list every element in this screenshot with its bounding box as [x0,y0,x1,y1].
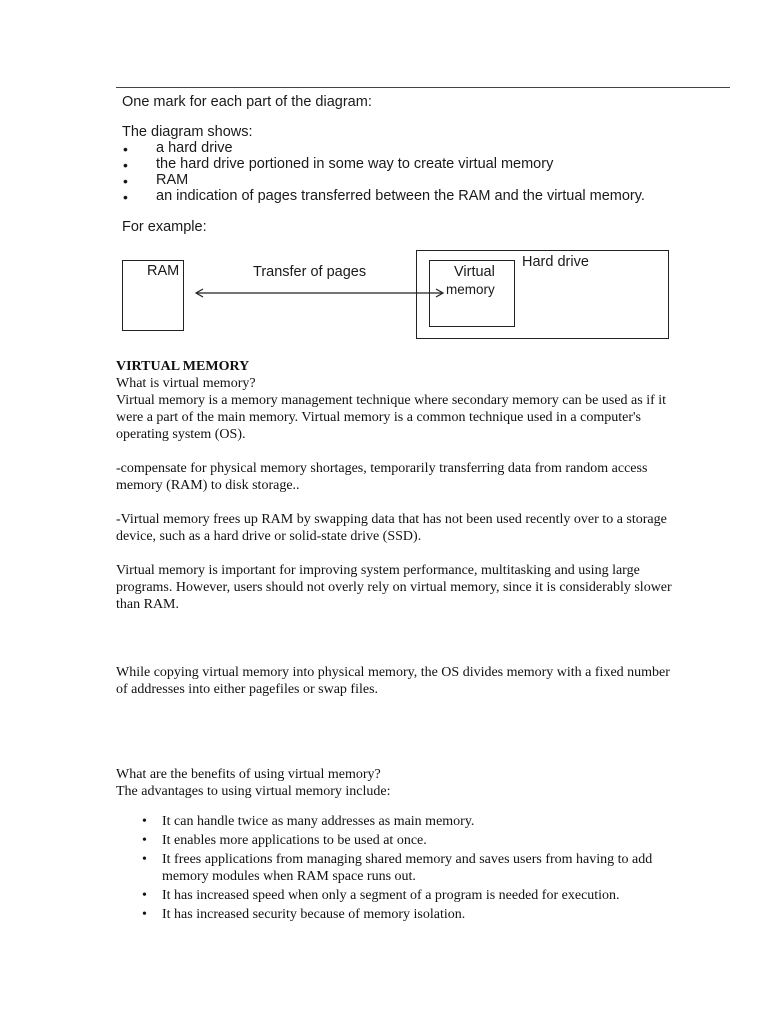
bullet-dot: • [142,833,147,848]
scan-example-label: For example: [122,219,207,235]
list-item [142,813,676,830]
list-item [142,906,676,923]
list-item [142,887,676,904]
spacer [116,698,676,766]
question-benefits: What are the benefits of using virtual memory? [116,767,381,782]
scan-bullet-dot: • [123,141,128,157]
bullet-dot: • [142,814,147,829]
scan-bullet-4: an indication of pages transferred between the RAM and the virtual memory. [156,188,645,204]
scan-bullet-2: the hard drive portioned in some way to create virtual memory [156,156,554,172]
scan-bullet-1: a hard drive [156,140,233,156]
scan-bullet-dot: • [123,157,128,173]
benefit-text: It frees applications from managing shared memory and saves users from having to add memory modules when RAM space runs out. [162,852,653,884]
document-body [116,358,676,925]
list-item [142,832,676,849]
scan-bullet-dot: • [123,173,128,189]
scan-heading: One mark for each part of the diagram: [122,94,372,110]
spacer [116,613,676,664]
bullet-dot: • [142,888,147,903]
virtual-label-2: memory [446,282,495,297]
para-compensate: -compensate for physical memory shortages, temporarily transferring data from random access memory (RAM) to disk storage.. [116,461,648,493]
bullet-dot: • [142,852,147,867]
benefit-text: It can handle twice as many addresses as main memory. [162,814,475,829]
scan-bullet-3: RAM [156,172,189,188]
spacer [116,443,676,460]
transfer-label: Transfer of pages [253,264,367,280]
para-importance: Virtual memory is important for improving system performance, multitasking and using large programs. However, users should not overly rely on virtual memory, since it is considerably slower than RAM. [116,563,672,612]
question-what-is: What is virtual memory? [116,376,256,391]
benefit-text: It has increased security because of memory isolation. [162,907,466,922]
spacer [116,545,676,562]
benefit-text: It enables more applications to be used at once. [162,833,427,848]
para-frees-ram: -Virtual memory frees up RAM by swapping data that has not been used recently over to a storage device, such as a hard drive or solid-state drive (SSD). [116,512,667,544]
benefit-text: It has increased speed when only a segment of a program is needed for execution. [162,888,620,903]
hard-drive-label: Hard drive [522,254,589,270]
doc-title: VIRTUAL MEMORY [116,359,250,374]
para-definition: Virtual memory is a memory management technique where secondary memory can be used as if it were a part of the main memory. Virtual memory is a common technique used in a computer's operating system (OS). [116,393,667,442]
benefits-intro: The advantages to using virtual memory include: [116,784,391,799]
scan-shows-label: The diagram shows: [122,124,253,140]
scan-bullet-dot: • [123,189,128,205]
para-pagefiles: While copying virtual memory into physical memory, the OS divides memory with a fixed number of addresses into either pagefiles or swap files. [116,665,670,697]
virtual-label-1: Virtual [454,264,495,280]
list-item [142,851,676,885]
bullet-dot: • [142,907,147,922]
benefits-list [116,813,676,923]
ram-label: RAM [147,263,180,279]
spacer [116,494,676,511]
